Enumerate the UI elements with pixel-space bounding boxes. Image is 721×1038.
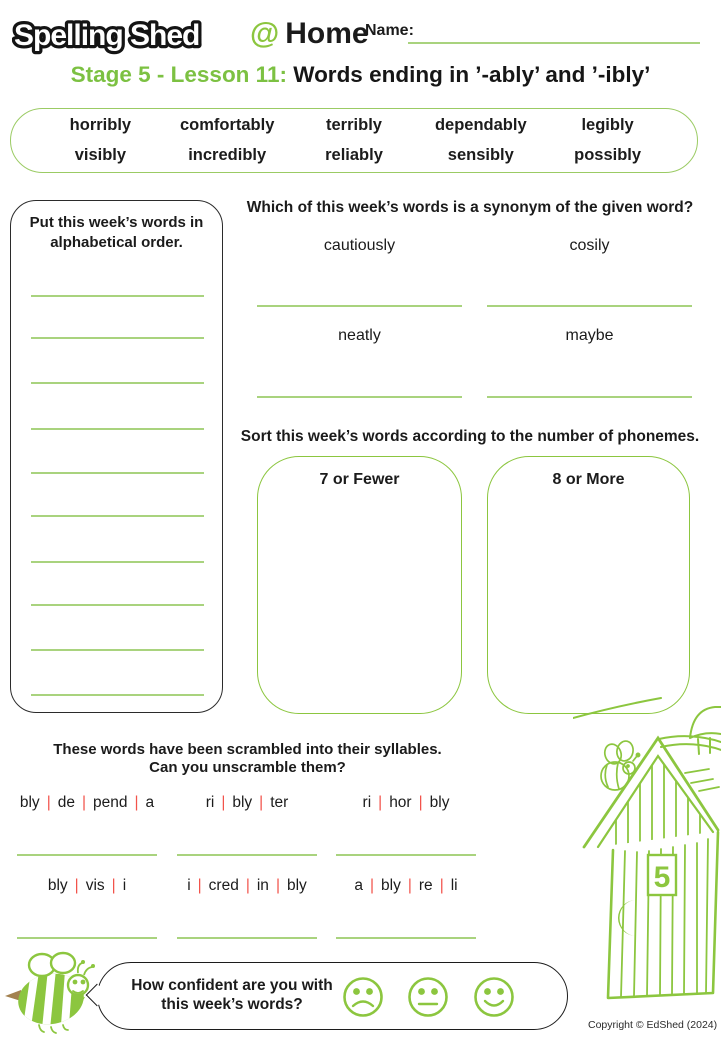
scrambled-word [331,877,481,895]
scrambled-word [331,794,481,812]
alphabetical-answer-line[interactable] [31,337,204,339]
scrambled-word [172,794,322,812]
synonym-answer-line[interactable] [257,305,462,307]
syllable-separator: | [197,877,202,894]
synonym-answer-line[interactable] [257,396,462,398]
syllable-separator: | [418,794,423,811]
synonym-prompt: cosily [569,237,610,254]
syllable: re [418,877,433,894]
synonym-answer-line[interactable] [487,396,692,398]
syllable-separator: | [275,877,280,894]
word-bank-word: terribly [326,116,382,135]
synonym-answer-line[interactable] [487,305,692,307]
scramble-heading-line1: These words have been scrambled into their syllables. [53,741,442,758]
alphabetical-answer-line[interactable] [31,472,204,474]
synonym-prompt: neatly [338,327,381,344]
word-bank-word: possibly [574,145,642,164]
syllable: de [57,794,75,811]
word-bank-word: reliably [325,145,383,164]
synonym-heading: Which of this week’s words is a synonym of the given word? [246,199,694,216]
syllable: bly [19,794,40,811]
lesson-title-stage: Stage 5 - Lesson 11: [70,62,287,87]
syllable: bly [381,877,401,894]
shed-illustration [573,697,721,1015]
scramble-answer-line[interactable] [17,854,157,856]
logo-at-symbol: @ [250,17,280,50]
synonym-prompt: cautiously [323,237,396,254]
scramble-answer-line[interactable] [336,854,476,856]
lesson-title-main: Words ending in ’-ably’ and ’-ibly’ [293,62,651,87]
sad-face-icon[interactable] [342,976,384,1018]
scrambled-word [12,877,162,895]
spelling-shed-logo [12,10,369,58]
phonemes-box-8-or-more[interactable] [487,456,690,714]
alphabetical-answer-line[interactable] [31,428,204,430]
syllable-separator: | [378,794,383,811]
lesson-title [0,62,721,88]
name-label: Name: [365,22,414,39]
word-bank-word: sensibly [447,145,514,164]
alphabetical-answer-line[interactable] [31,604,204,606]
scramble-answer-line[interactable] [177,854,317,856]
syllable-separator: | [46,794,51,811]
syllable: in [256,877,269,894]
confidence-speech-bubble [97,962,568,1030]
word-bank-word: visibly [74,145,127,164]
alphabetical-answer-line[interactable] [31,515,204,517]
syllable-separator: | [134,794,139,811]
syllable-separator: | [81,794,86,811]
syllable-separator: | [245,877,250,894]
syllable: bly [429,794,450,811]
scrambled-word [172,877,322,895]
spelling-shed-bubble-text [12,10,248,58]
syllable-separator: | [259,794,264,811]
syllable-separator: | [407,877,412,894]
logo-spelling-shed-text: Spelling Shed [14,19,200,52]
phonemes-heading: Sort this week’s words according to the number of phonemes. [240,428,700,445]
syllable: i [187,877,191,894]
bee-illustration [3,951,97,1037]
syllable: vis [85,877,105,894]
syllable: a [145,794,155,811]
syllable: bly [286,877,307,894]
alphabetical-instruction: Put this week’s words in alphabetical order. [29,214,204,251]
synonym-prompt: maybe [565,327,614,344]
shed-door-number: 5 [653,861,671,894]
syllable-separator: | [370,877,375,894]
confidence-question-line2: this week’s words? [161,996,303,1013]
syllable: bly [232,794,253,811]
neutral-face-icon[interactable] [407,976,449,1018]
alphabetical-answer-line[interactable] [31,561,204,563]
syllable: i [122,877,127,894]
phonemes-box-label: 7 or Fewer [319,471,400,488]
word-bank-word: comfortably [179,116,275,135]
syllable: hor [389,794,412,811]
alphabetical-answer-line[interactable] [31,694,204,696]
syllable: pend [93,794,128,811]
syllable: a [354,877,363,894]
phonemes-box-7-or-fewer[interactable] [257,456,462,714]
word-bank-word: horribly [69,116,132,135]
scramble-answer-line[interactable] [336,937,476,939]
phonemes-box-label: 8 or More [552,471,625,488]
alphabetical-order-box [10,200,223,713]
syllable: bly [47,877,68,894]
syllable-separator: | [439,877,444,894]
scramble-heading-line2: Can you unscramble them? [149,759,346,776]
scramble-answer-line[interactable] [17,937,157,939]
copyright-text: Copyright © EdShed (2024) [588,1019,718,1031]
syllable: ri [205,794,215,811]
syllable: cred [208,877,239,894]
syllable-separator: | [74,877,79,894]
scramble-answer-line[interactable] [177,937,317,939]
confidence-question-line1: How confident are you with [131,977,333,994]
syllable: ri [362,794,372,811]
name-answer-line[interactable] [408,42,700,44]
scrambled-word [12,794,162,812]
word-bank-word: incredibly [188,145,267,164]
syllable: ter [270,794,289,811]
syllable: li [450,877,458,894]
alphabetical-answer-line[interactable] [31,649,204,651]
syllable-separator: | [111,877,116,894]
syllable-separator: | [221,794,226,811]
alphabetical-answer-line[interactable] [31,382,204,384]
alphabetical-answer-line[interactable] [31,295,204,297]
happy-face-icon[interactable] [473,976,515,1018]
word-bank-word: legibly [581,116,634,135]
word-bank-word: dependably [434,116,527,135]
logo-home-text: Home [285,17,369,50]
word-bank [10,108,698,173]
